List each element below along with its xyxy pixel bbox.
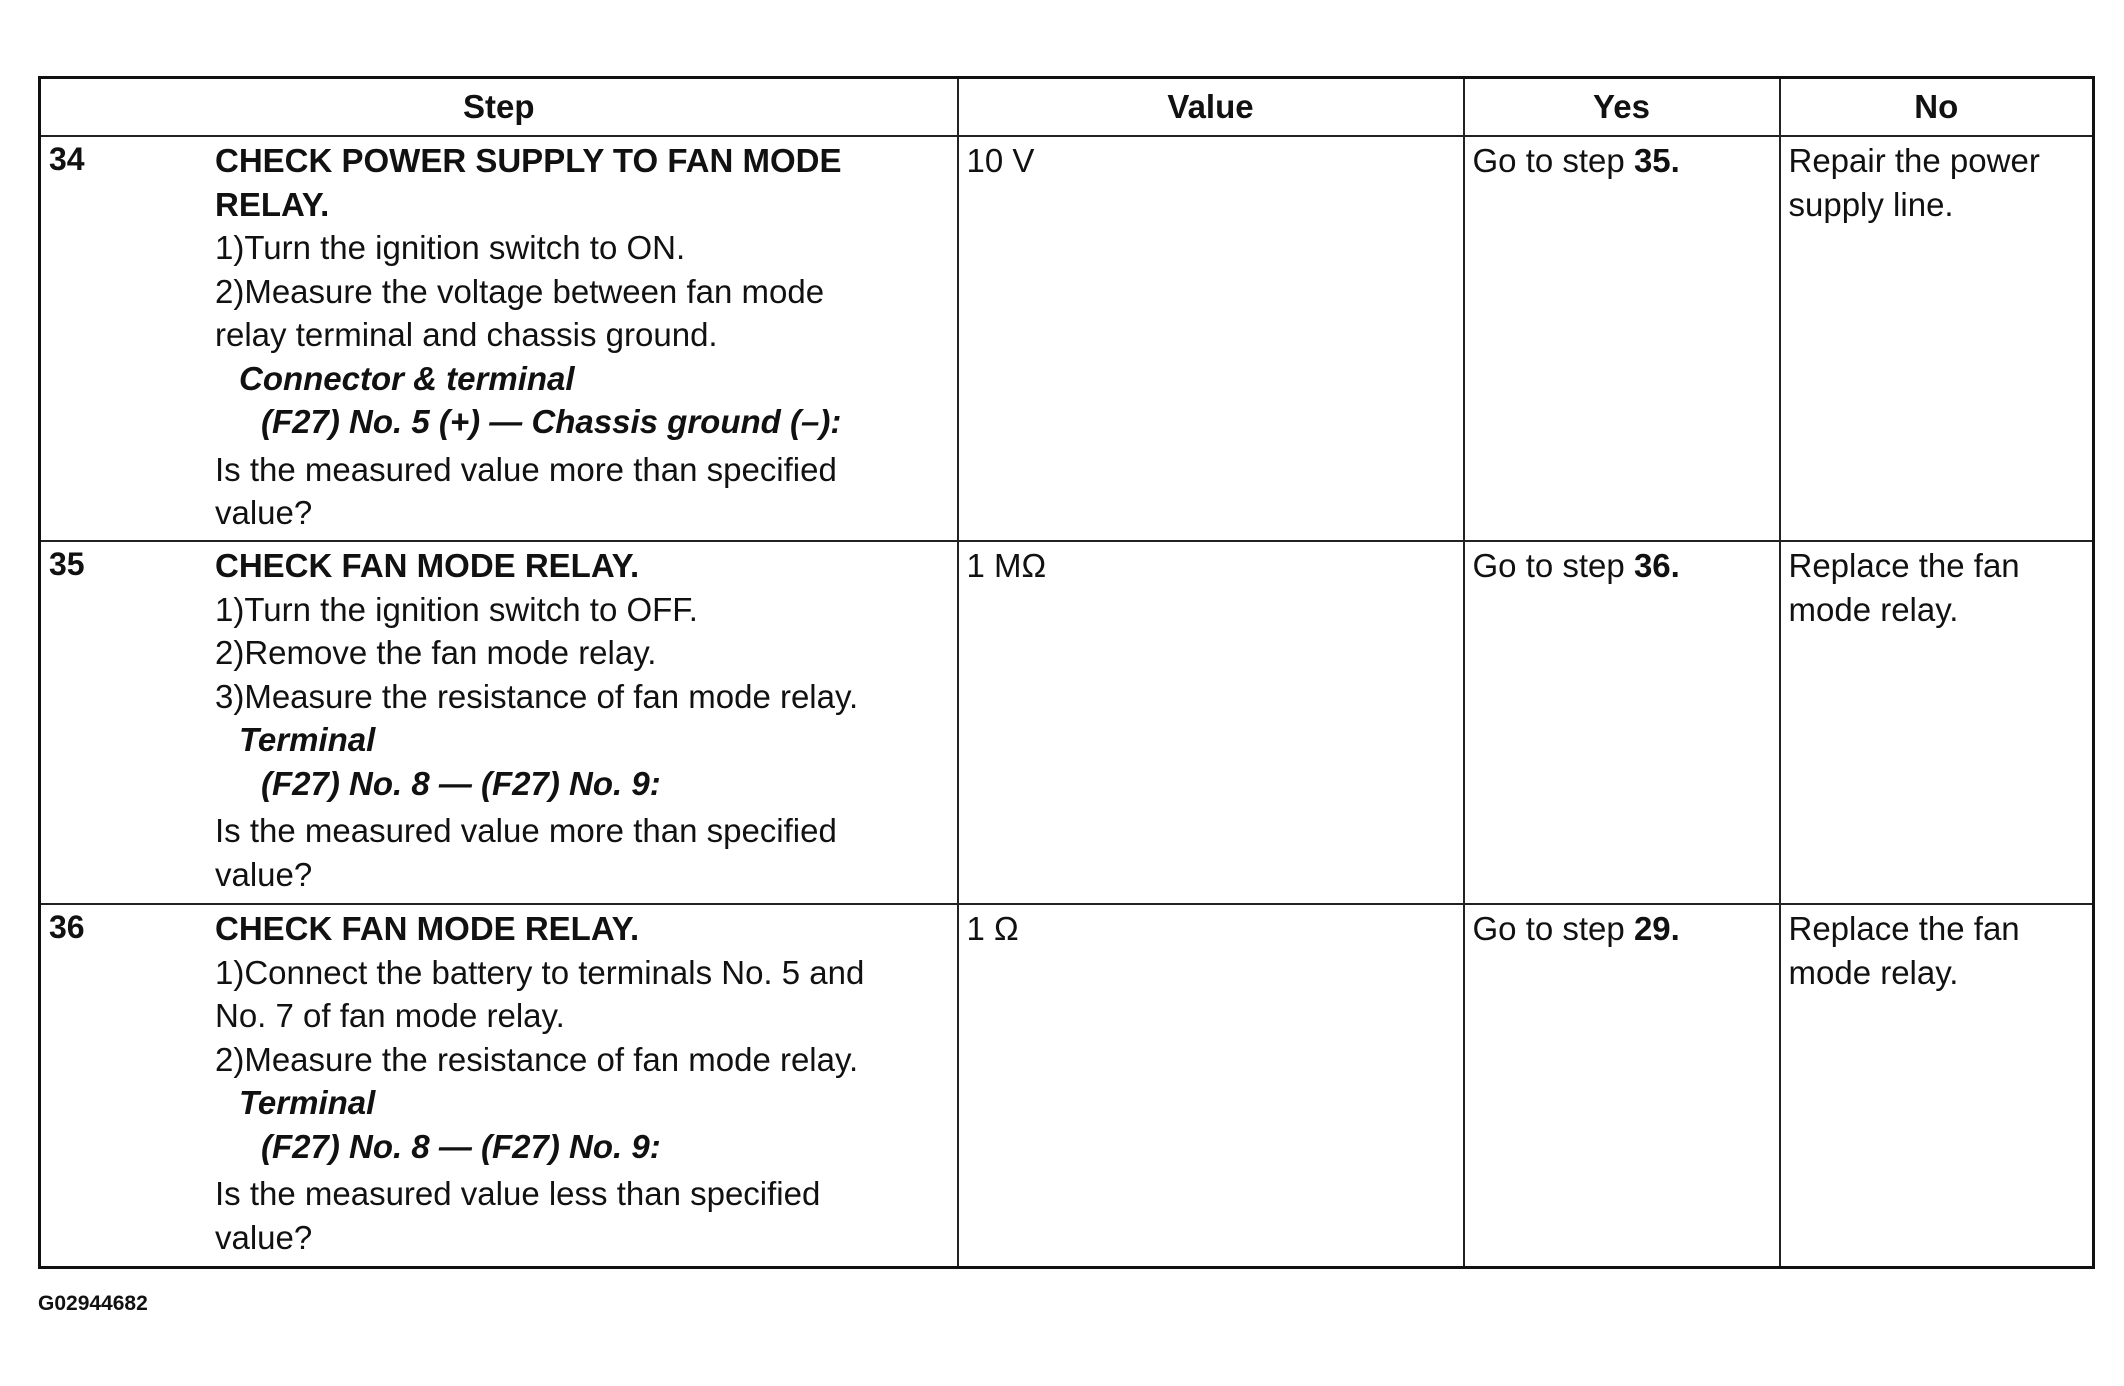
spec-value: 10 V: [966, 142, 1035, 179]
step-number: 34: [49, 141, 85, 177]
no-action: [1781, 905, 2093, 994]
yes-cell: [1464, 136, 1780, 541]
spec-value: 1 MΩ: [966, 547, 1047, 584]
step-question: Is the measured value more than specified: [215, 450, 837, 488]
value-cell: [958, 904, 1464, 1268]
step-question-continued: value?: [215, 1218, 313, 1256]
no-cell: [1780, 541, 2094, 904]
no-action-line: supply line.: [1788, 185, 1954, 223]
step-body: [215, 905, 957, 1259]
step-title: CHECK POWER SUPPLY TO FAN MODE: [215, 142, 842, 179]
connector-terminal-spec: (F27) No. 5 (+) — Chassis ground (–):: [261, 403, 842, 440]
step-number: 36: [49, 909, 85, 945]
no-action-line: Repair the power: [1788, 142, 2040, 179]
header-step: Step: [40, 78, 958, 137]
step-instruction: relay terminal and chassis ground.: [215, 316, 718, 353]
value-cell: [958, 541, 1464, 904]
yes-action: [1465, 905, 1779, 951]
step-instruction: 1)Turn the ignition switch to ON.: [215, 229, 686, 266]
terminal-spec: (F27) No. 8 — (F27) No. 9:: [261, 1127, 661, 1165]
no-action-line: mode relay.: [1788, 590, 1959, 628]
step-instruction: 1)Connect the battery to terminals No. 5 and: [215, 953, 865, 991]
step-question-continued: value?: [215, 494, 313, 531]
step-question: Is the measured value less than specified: [215, 1175, 821, 1212]
no-action-line: Replace the fan: [1788, 910, 2020, 947]
step-question: Is the measured value more than specified: [215, 812, 837, 849]
no-action: [1781, 137, 2093, 226]
table-row: [40, 541, 2094, 904]
no-cell: [1780, 904, 2094, 1268]
step-cell: [40, 136, 958, 541]
yes-prefix: Go to step: [1472, 547, 1634, 584]
yes-action: [1465, 137, 1779, 183]
no-cell: [1780, 136, 2094, 541]
no-action: [1781, 542, 2093, 631]
yes-prefix: Go to step: [1472, 142, 1634, 179]
diagnostic-table: [38, 76, 2095, 1269]
step-cell: [40, 541, 958, 904]
step-number: 35: [49, 546, 85, 582]
table-row: [40, 904, 2094, 1268]
step-title: CHECK FAN MODE RELAY.: [215, 547, 640, 584]
yes-step-number: 29.: [1633, 910, 1680, 947]
step-question-continued: value?: [215, 855, 313, 893]
table-header-row: [40, 78, 2094, 137]
step-title-continued: RELAY.: [215, 185, 330, 223]
terminal-heading: Terminal: [239, 1084, 376, 1121]
no-action-line: Replace the fan: [1788, 547, 2020, 584]
step-body: [215, 137, 957, 535]
yes-cell: [1464, 904, 1780, 1268]
yes-action: [1465, 542, 1779, 588]
spec-value: 1 Ω: [966, 910, 1019, 947]
terminal-spec: (F27) No. 8 — (F27) No. 9:: [261, 764, 661, 802]
step-instruction: 2)Remove the fan mode relay.: [215, 634, 657, 671]
step-body: [215, 542, 957, 896]
step-instruction: No. 7 of fan mode relay.: [215, 997, 565, 1034]
header-yes: Yes: [1464, 78, 1780, 137]
terminal-heading: Terminal: [239, 721, 376, 758]
step-title: CHECK FAN MODE RELAY.: [215, 910, 640, 947]
figure-id: G02944682: [38, 1292, 148, 1315]
step-instruction: 2)Measure the resistance of fan mode relay.: [215, 1040, 859, 1078]
yes-prefix: Go to step: [1472, 910, 1634, 947]
no-action-line: mode relay.: [1788, 953, 1959, 991]
header-no: No: [1780, 78, 2094, 137]
yes-step-number: 35.: [1633, 142, 1680, 179]
yes-cell: [1464, 541, 1780, 904]
connector-heading: Connector & terminal: [239, 359, 575, 397]
step-cell: [40, 904, 958, 1268]
value-cell: [958, 136, 1464, 541]
header-value: Value: [958, 78, 1464, 137]
yes-step-number: 36.: [1633, 547, 1680, 584]
step-instruction: 3)Measure the resistance of fan mode relay.: [215, 677, 859, 715]
table-row: [40, 136, 2094, 541]
step-instruction: 1)Turn the ignition switch to OFF.: [215, 590, 698, 628]
step-instruction: 2)Measure the voltage between fan mode: [215, 272, 825, 310]
